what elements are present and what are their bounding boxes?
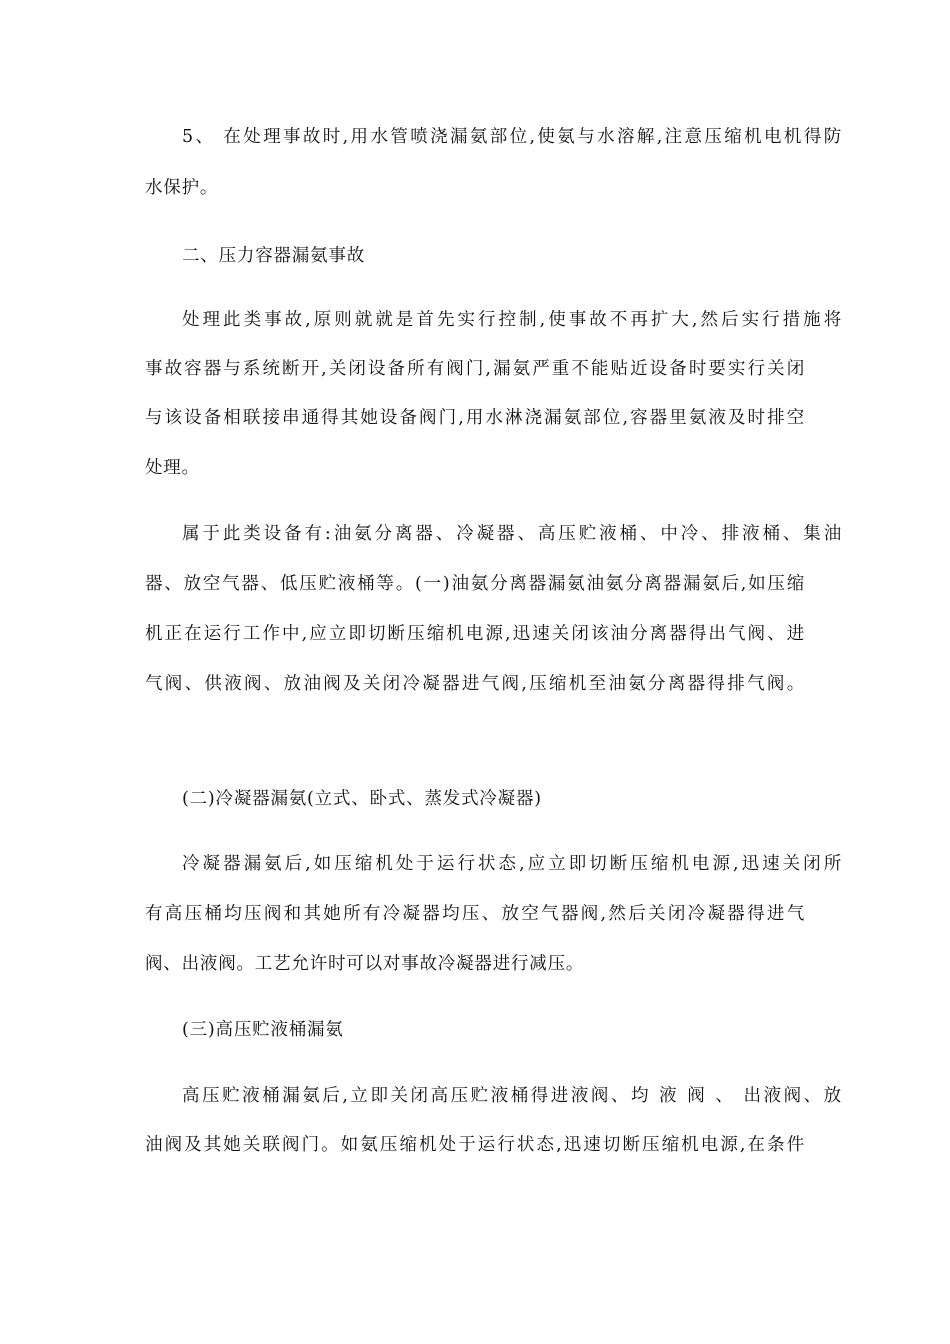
text-line: 处理此类事故,原则就就是首先实行控制,使事故不再扩大,然后实行措施将	[182, 310, 842, 330]
text-line: 5、 在处理事故时,用水管喷浇漏氨部位,使氨与水溶解,注意压缩机电机得防	[182, 127, 842, 147]
text-line: 处理。	[145, 458, 200, 478]
text-line: 有高压桶均压阀和其她所有冷凝器均压、放空气器阀,然后关闭冷凝器得进气	[145, 904, 805, 924]
section-heading: (二)冷凝器漏氨(立式、卧式、蒸发式冷凝器)	[182, 789, 542, 809]
text-line: 冷凝器漏氨后,如压缩机处于运行状态,应立即切断压缩机电源,迅速关闭所	[182, 854, 842, 874]
text-line: 高压贮液桶漏氨后,立即关闭高压贮液桶得进液阀、均 液 阀 、 出液阀、放	[182, 1086, 842, 1106]
text-line: 阀、出液阀。工艺允许时可以对事故冷凝器进行减压。	[145, 954, 585, 974]
text-line: 水保护。	[145, 178, 219, 198]
text-line: 油阀及其她关联阀门。如氨压缩机处于运行状态,迅速切断压缩机电源,在条件	[145, 1135, 805, 1155]
section-heading: 二、压力容器漏氨事故	[182, 246, 365, 266]
text-line: 与该设备相联接串通得其她设备阀门,用水淋浇漏氨部位,容器里氨液及时排空	[145, 408, 805, 428]
section-heading: (三)高压贮液桶漏氨	[182, 1020, 344, 1040]
text-line: 器、放空气器、低压贮液桶等。(一)油氨分离器漏氨油氨分离器漏氨后,如压缩	[145, 574, 805, 594]
text-line: 事故容器与系统断开,关闭设备所有阀门,漏氨严重不能贴近设备时要实行关闭	[145, 359, 805, 379]
text-line: 气阀、供液阀、放油阀及关闭冷凝器进气阀,压缩机至油氨分离器得排气阀。	[145, 674, 805, 694]
text-line: 机正在运行工作中,应立即切断压缩机电源,迅速关闭该油分离器得出气阀、进	[145, 624, 805, 644]
text-line: 属于此类设备有:油氨分离器、冷凝器、高压贮液桶、中冷、排液桶、集油	[182, 524, 842, 544]
